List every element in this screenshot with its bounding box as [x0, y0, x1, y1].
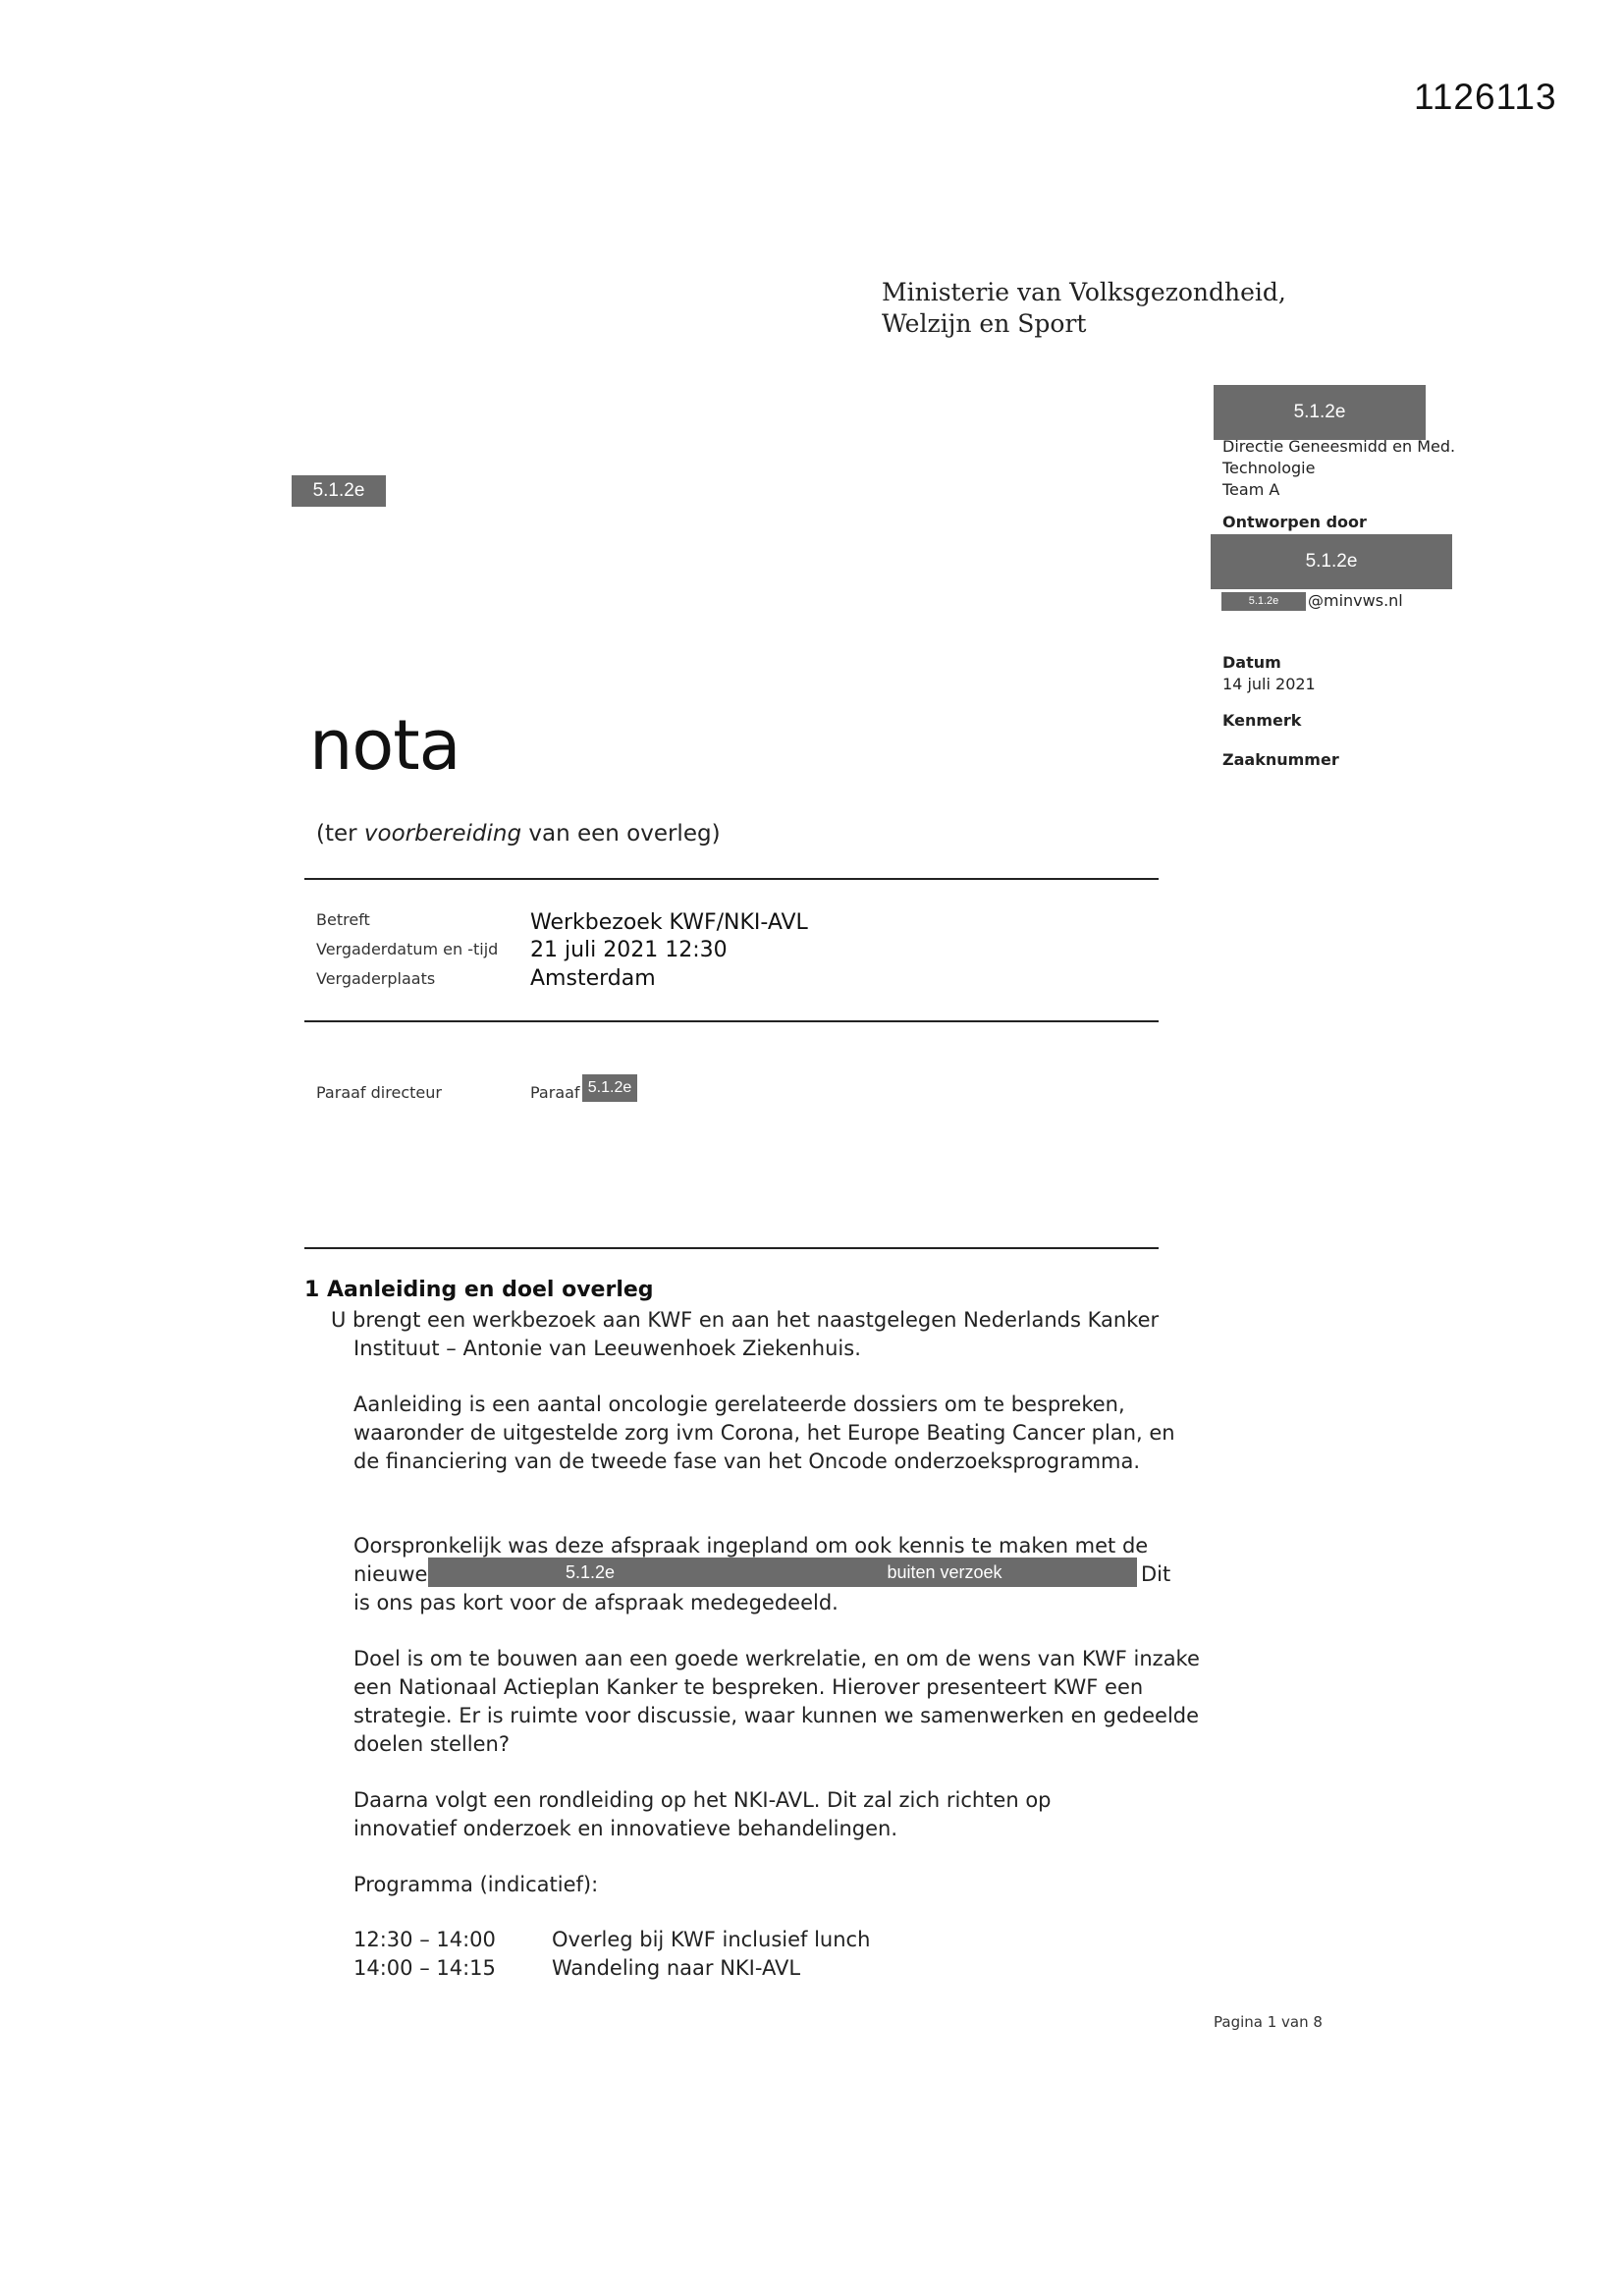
subject-label: Betreft [316, 910, 370, 929]
paragraph-3-line-2-end: Dit [1141, 1562, 1171, 1586]
program-time-2: 14:00 – 14:15 [353, 1956, 496, 1980]
subtitle-emphasis: voorbereiding [363, 821, 522, 847]
sidebar-department [1222, 436, 1455, 501]
paragraph-5: Daarna volgt een rondleiding op het NKI-AVL. Dit zal zich richten op innovatief onderzoek en innovatieve behandelingen. [353, 1788, 1052, 1840]
redaction-sender: 5.1.2e [1214, 385, 1426, 440]
datetime-value: 21 juli 2021 12:30 [530, 938, 728, 962]
ministry-line-2: Welzijn en Sport [882, 309, 1087, 338]
designed-by-label: Ontworpen door [1222, 513, 1367, 531]
department-line-1: Directie Geneesmidd en Med. [1222, 437, 1456, 456]
paragraph-3-line-2-start: nieuwe [353, 1562, 428, 1586]
ministry-line-1: Ministerie van Volksgezondheid, [882, 278, 1286, 306]
email-suffix: @minvws.nl [1308, 591, 1403, 610]
page-number: Pagina 1 van 8 [1214, 2013, 1323, 2031]
redaction-recipient: 5.1.2e [292, 475, 386, 507]
divider-bottom [304, 1247, 1159, 1249]
ministry-name [882, 277, 1286, 340]
document-number: 1126113 [1414, 77, 1557, 117]
paragraph-3-line-3: is ons pas kort voor de afspraak medegedeeld. [353, 1591, 839, 1614]
document-title: nota [309, 705, 460, 786]
place-label: Vergaderplaats [316, 969, 436, 988]
section-heading: 1 Aanleiding en doel overleg [304, 1278, 654, 1302]
document-subtitle: (ter voorbereiding van een overleg) [316, 821, 721, 847]
redaction-author: 5.1.2e [1211, 534, 1452, 589]
redaction-email: 5.1.2e [1221, 592, 1306, 611]
program-desc-2: Wandeling naar NKI-AVL [552, 1956, 801, 1980]
program-time-1: 12:30 – 14:00 [353, 1928, 496, 1951]
paragraph-1 [331, 1306, 1215, 1363]
paragraph-1-line-1: U brengt een werkbezoek aan KWF en aan het naastgelegen Nederlands Kanker [331, 1308, 1160, 1332]
datetime-label: Vergaderdatum en -tijd [316, 940, 499, 958]
paragraph-3-line-1: Oorspronkelijk was deze afspraak ingepland om ook kennis te maken met de [353, 1534, 1149, 1558]
paragraph-1-line-2: Instituut – Antonie van Leeuwenhoek Ziekenhuis. [353, 1337, 861, 1360]
program-title: Programma (indicatief): [353, 1873, 599, 1896]
divider-middle [304, 1020, 1159, 1022]
paragraph-2: Aanleiding is een aantal oncologie gerelateerde dossiers om te bespreken, waaronder de uitgestelde zorg ivm Corona, het Europe Beating Cancer plan, en de financiering van de tweede fase van het Oncode onderzoeksprogramma. [353, 1393, 1175, 1473]
divider-top [304, 878, 1159, 880]
paraaf-label: Paraaf [530, 1083, 580, 1102]
reference-label: Kenmerk [1222, 711, 1302, 730]
director-initials-label: Paraaf directeur [316, 1083, 442, 1102]
subject-value: Werkbezoek KWF/NKI-AVL [530, 910, 808, 935]
date-label: Datum [1222, 653, 1281, 672]
case-number-label: Zaaknummer [1222, 750, 1339, 769]
paragraph-4: Doel is om te bouwen aan een goede werkrelatie, en om de wens van KWF inzake een Nationaal Actieplan Kanker te bespreken. Hierover presenteert KWF een strategie. Er is ruimte voor discussie, waar kunnen we samenwerken en gedeelde doelen stellen? [353, 1647, 1200, 1756]
program-desc-1: Overleg bij KWF inclusief lunch [552, 1928, 871, 1951]
redaction-new-person: 5.1.2e [428, 1558, 752, 1587]
redaction-initials: 5.1.2e [582, 1074, 637, 1102]
redaction-outside-request: buiten verzoek [752, 1558, 1137, 1587]
date-value: 14 juli 2021 [1222, 675, 1316, 693]
department-team: Team A [1222, 480, 1280, 499]
place-value: Amsterdam [530, 966, 656, 991]
department-line-2: Technologie [1222, 459, 1316, 477]
